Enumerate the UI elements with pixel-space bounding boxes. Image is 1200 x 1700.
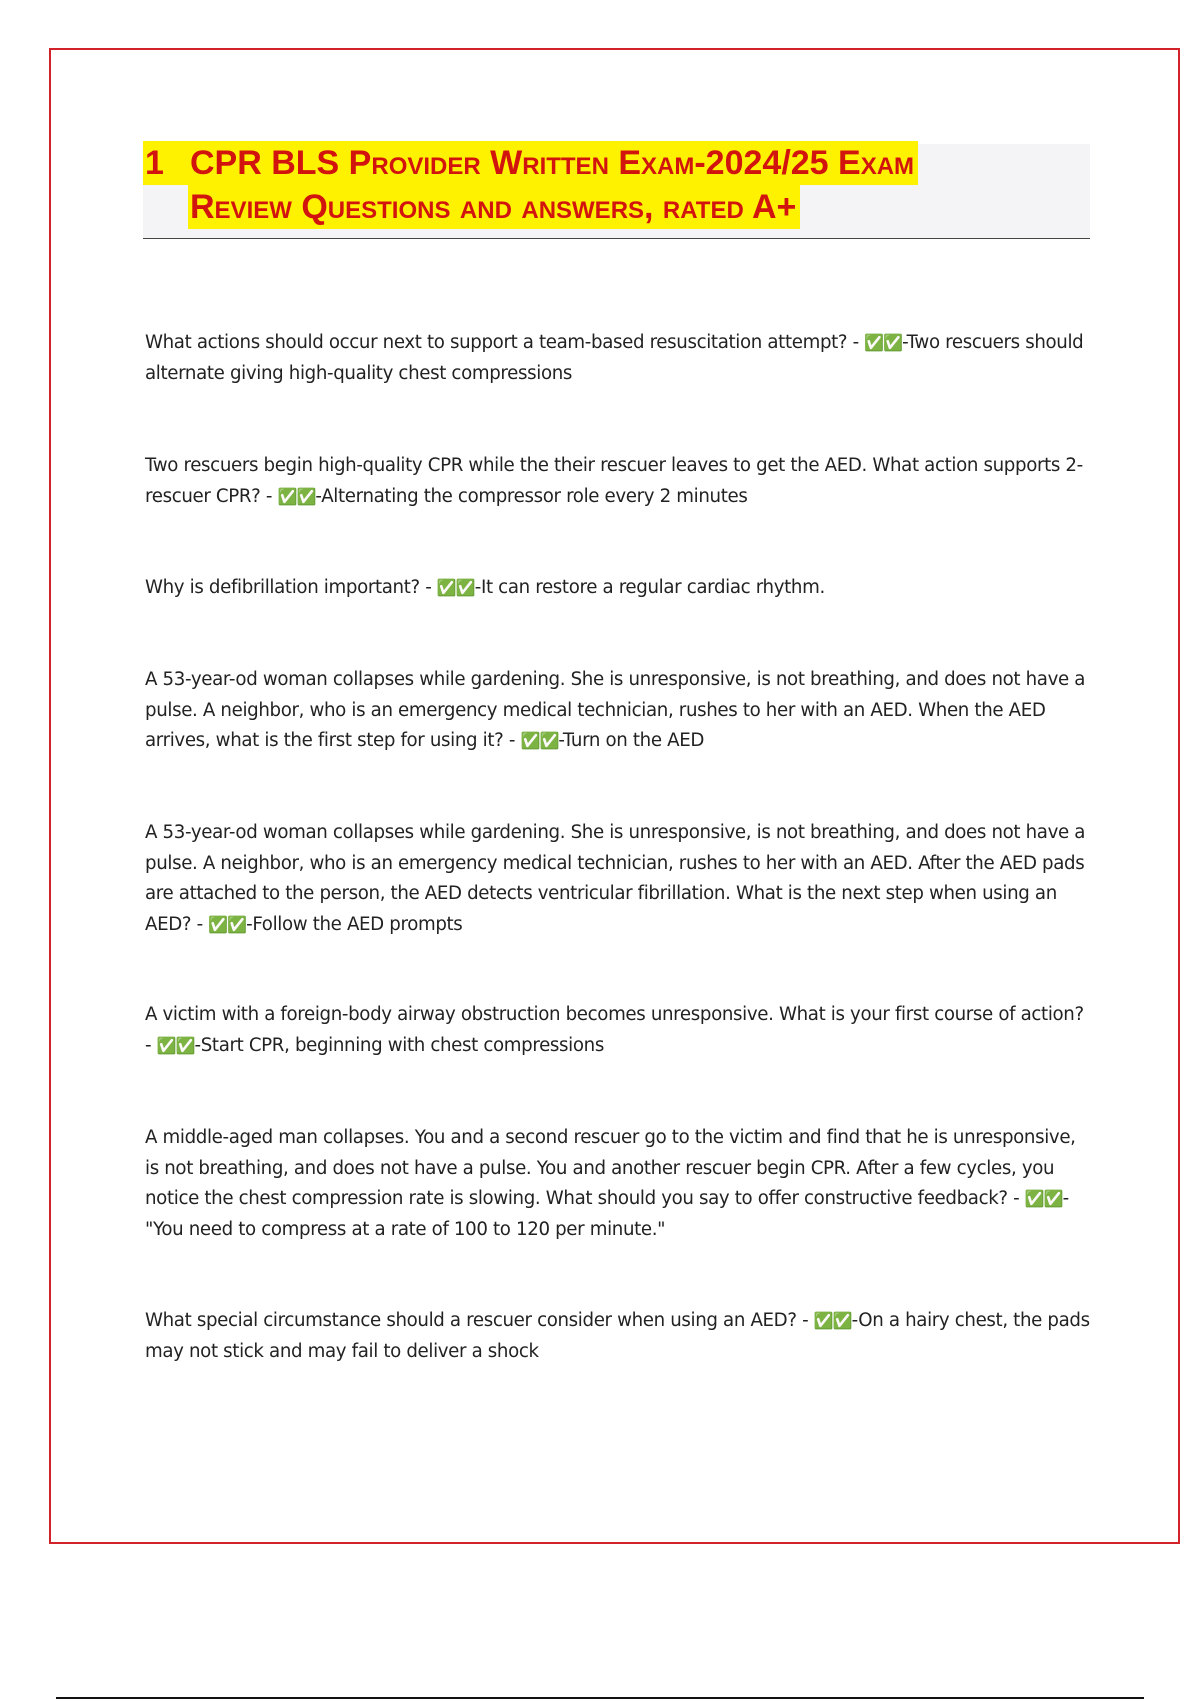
heading-title-part-1: CPR BLS Provider Written Exam-2024/25 Exam <box>190 144 915 182</box>
double-check-icon: ✅✅ <box>864 333 903 352</box>
qa-item-7 <box>145 1123 1090 1245</box>
question-text: Why is defibrillation important? - <box>145 577 437 598</box>
question-text: A 53-year-od woman collapses while gardening. She is unresponsive, is not breathing, and does not have a pulse. A neighbor, who is an emergency medical technician, rushes to her with an AED. After the AED pads are attached to the person, the AED detects ventricular fibrillation. What is the next step when using an AED? - <box>145 822 1086 935</box>
answer-text: -Alternating the compressor role every 2 minutes <box>315 485 748 507</box>
question-text: What actions should occur next to support a team-based resuscitation attempt? - <box>145 332 865 353</box>
answer-text: -Turn on the AED <box>558 730 705 751</box>
answer-text: -Start CPR, beginning with chest compressions <box>194 1034 604 1056</box>
answer-text: -"You need to compress at a rate of 100 to 120 per minute." <box>145 1188 1069 1240</box>
document-heading <box>143 144 1090 239</box>
answer-text: -Follow the AED prompts <box>246 913 463 935</box>
answer-text: -Two rescuers should alternate giving high-quality chest compressions <box>145 332 1084 384</box>
heading-line-2 <box>188 190 800 224</box>
question-text: A victim with a foreign-body airway obstruction becomes unresponsive. What is your first course of action? - <box>145 1004 1084 1056</box>
question-text: A 53-year-od woman collapses while gardening. She is unresponsive, is not breathing, and does not have a pulse. A neighbor, who is an emergency medical technician, rushes to her with an AED. When the AED arrives, what is the first step for using it? - <box>145 669 1086 751</box>
heading-title-part-2: Review Questions and answers, rated A+ <box>190 188 797 226</box>
answer-text: -It can restore a regular cardiac rhythm. <box>474 577 825 598</box>
qa-item-2 <box>145 451 1090 512</box>
qa-item-3 <box>145 573 1090 604</box>
double-check-icon: ✅✅ <box>277 486 316 506</box>
qa-item-6 <box>145 1000 1090 1061</box>
qa-item-8 <box>145 1306 1090 1367</box>
qa-item-4 <box>145 665 1090 757</box>
double-check-icon: ✅✅ <box>1024 1189 1063 1208</box>
double-check-icon: ✅✅ <box>520 731 559 750</box>
heading-number: 1 <box>145 144 164 182</box>
question-text: A middle-aged man collapses. You and a second rescuer go to the victim and find that he is unresponsive, is not breathing, and does not have a pulse. You and another rescuer begin CPR. After a few cycles, you notice the chest compression rate is slowing. What should you say to offer constructive feedback? - <box>145 1127 1076 1209</box>
double-check-icon: ✅✅ <box>208 914 247 934</box>
heading-line-1 <box>143 146 918 180</box>
double-check-icon: ✅✅ <box>436 578 475 597</box>
question-text: What special circumstance should a rescuer consider when using an AED? - <box>145 1310 814 1331</box>
qa-item-1 <box>145 328 1090 389</box>
qa-item-5 <box>145 818 1090 940</box>
answer-text: -On a hairy chest, the pads may not stick and may fail to deliver a shock <box>145 1310 1090 1362</box>
double-check-icon: ✅✅ <box>156 1035 195 1055</box>
question-text: Two rescuers begin high-quality CPR while the their rescuer leaves to get the AED. What action supports 2-rescuer CPR? - <box>145 455 1083 507</box>
double-check-icon: ✅✅ <box>813 1311 852 1330</box>
footer-divider <box>56 1697 1144 1699</box>
